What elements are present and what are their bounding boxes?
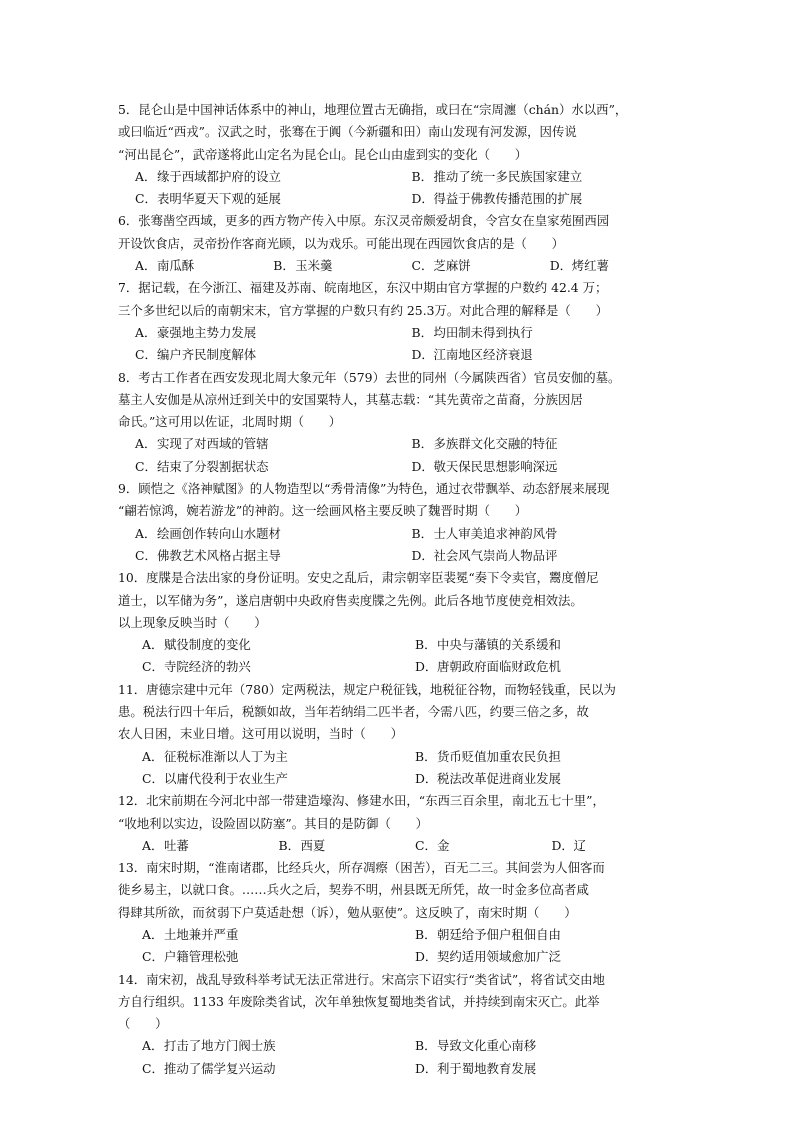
- answer-option: [142, 835, 279, 857]
- option-text: 表明华夏天下观的延展: [157, 191, 281, 207]
- option-row: [135, 255, 688, 277]
- option-letter: C．: [142, 1060, 164, 1076]
- option-letter: D．: [415, 659, 438, 675]
- option-letter: D．: [411, 458, 434, 474]
- option-text: 以庸代役利于农业生产: [164, 770, 288, 786]
- answer-options: [118, 835, 688, 857]
- option-letter: B．: [415, 926, 437, 942]
- stem-line: 农人日困，末业日增。这可用以说明，当时（ ）: [118, 726, 403, 742]
- option-text: 户籍管理松弛: [164, 949, 239, 965]
- option-row: [142, 924, 688, 946]
- option-text: 芝麻饼: [433, 258, 471, 274]
- answer-option: [415, 835, 552, 857]
- stem-line: 13．南宋时期，“淮南诸郡，比经兵火，所存凋瘵（困苦），百无二三。其间尝为人佃客而: [118, 860, 605, 876]
- stem-line: 7．据记载，在今浙江、福建及苏南、皖南地区，东汉中期由官方掌握的户数约 42.4 万；: [118, 280, 608, 296]
- stem-line: 以上现象反映当时（ ）: [118, 614, 267, 630]
- stem-line: 墓主人安伽是从凉州迁到关中的安国粟特人，其墓志载：“其先黄帝之苗裔，分族因居: [118, 391, 583, 407]
- answer-option: [415, 656, 688, 678]
- answer-option: [135, 322, 412, 344]
- option-letter: C．: [142, 770, 164, 786]
- option-row: [135, 523, 688, 545]
- option-letter: B．: [415, 748, 437, 764]
- option-letter: C．: [415, 837, 437, 853]
- option-text: 利于蜀地教育发展: [437, 1060, 537, 1076]
- answer-options: [118, 322, 688, 367]
- option-letter: A．: [135, 436, 157, 452]
- answer-option: [135, 255, 273, 277]
- stem-line: 三个多世纪以后的南朝宋末，官方掌握的户数只有约 25.3万。对此合理的解释是（ ）: [118, 302, 608, 318]
- stem-line: 患。税法行四十年后，税额如故，当年若纳绢二匹半者，今需八匹，约要三倍之多，故: [118, 704, 589, 720]
- answer-option: [412, 322, 689, 344]
- option-letter: A．: [142, 837, 164, 853]
- option-letter: D．: [411, 191, 434, 207]
- option-row: [142, 1035, 688, 1057]
- answer-option: [415, 768, 688, 790]
- option-text: 敬天保民思想影响深远: [433, 458, 558, 474]
- option-text: 推动了儒学复兴运动: [164, 1060, 276, 1076]
- answer-option: [412, 255, 550, 277]
- answer-options: [118, 523, 688, 568]
- answer-option: [142, 634, 415, 656]
- question-block: [118, 367, 688, 478]
- question-block: [118, 857, 688, 968]
- option-text: 契约适用领域愈加广泛: [437, 949, 561, 965]
- stem-line: 14．南宋初，战乱导致科举考试无法正常进行。宋高宗下诏实行“类省试”，将省试交由地: [118, 971, 605, 987]
- option-row: [142, 768, 688, 790]
- question-stem: [118, 790, 688, 835]
- answer-options: [118, 433, 688, 478]
- exam-page: [118, 99, 688, 1080]
- stem-line: 得肆其所欲，而贫弱下户莫适赴想（诉），勉从驱使”。这反映了，南宋时期（ ）: [118, 904, 577, 920]
- option-letter: D．: [549, 258, 573, 274]
- option-letter: A．: [135, 258, 157, 274]
- answer-option: [142, 1058, 415, 1080]
- option-row: [135, 344, 688, 366]
- option-text: 吐蕃: [164, 837, 189, 853]
- option-letter: C．: [142, 949, 164, 965]
- option-row: [135, 456, 688, 478]
- question-block: [118, 478, 688, 567]
- question-block: [118, 790, 688, 857]
- option-text: 玉米羹: [295, 258, 333, 274]
- stem-line: 12．北宋前期在今河北中部一带建造壕沟、修建水田，“东西三百余里，南北五七十里”，: [118, 793, 605, 809]
- option-text: 社会风气崇尚人物品评: [433, 547, 558, 563]
- option-row: [142, 835, 688, 857]
- option-letter: A．: [135, 525, 157, 541]
- question-block: [118, 679, 688, 790]
- stem-line: “翩若惊鸿，婉若游龙”的神韵。这一绘画风格主要反映了魏晋时期（ ）: [118, 503, 528, 519]
- stem-line: 命氏。”这可用以佐证，北周时期（ ）: [118, 414, 342, 430]
- question-stem: [118, 969, 688, 1036]
- option-row: [142, 746, 688, 768]
- option-letter: A．: [135, 324, 157, 340]
- answer-option: [415, 746, 688, 768]
- stem-line: 8．考古工作者在西安发现北周大象元年（579）去世的同州（今属陕西省）官员安伽的墓。: [118, 369, 621, 385]
- answer-option: [135, 344, 412, 366]
- stem-line: 徙乡易主，以就口食。……兵火之后，契券不明，州县既无所凭，故一时金多位高者咸: [118, 882, 589, 898]
- option-text: 朝廷给予佃户租佃自由: [437, 926, 561, 942]
- option-letter: D．: [415, 949, 438, 965]
- option-text: 货币贬值加重农民负担: [437, 748, 561, 764]
- option-text: 豪强地主势力发展: [157, 324, 257, 340]
- option-row: [135, 433, 688, 455]
- option-letter: A．: [135, 168, 157, 184]
- answer-option: [135, 523, 412, 545]
- option-letter: D．: [415, 1060, 438, 1076]
- stem-line: “河出昆仑”，武帝遂将此山定名为昆仑山。昆仑山由虚到实的变化（ ）: [118, 146, 528, 162]
- stem-line: 6．张骞凿空西域，更多的西方物产传入中原。东汉灵帝颇爱胡食，令宫女在皇家苑囿西园: [118, 213, 610, 229]
- answer-option: [142, 946, 415, 968]
- option-letter: D．: [551, 837, 574, 853]
- stem-line: 5．昆仑山是中国神话体系中的神山，地理位置古无确指，或曰在“宗周瀍（chán）水以西”，: [118, 102, 628, 117]
- option-text: 结束了分裂割据状态: [157, 458, 269, 474]
- stem-line: 10．度牒是合法出家的身份证明。安史之乱后，肃宗朝宰臣裴冕“奏下令卖官，鬻度僧尼: [118, 570, 599, 586]
- stem-line: 方自行组织。1133 年废除类省试，次年单独恢复蜀地类省试，并持续到南宋灭亡。此举: [118, 993, 600, 1009]
- option-letter: B．: [273, 258, 295, 274]
- answer-option: [135, 166, 412, 188]
- answer-option: [279, 835, 416, 857]
- answer-option: [412, 433, 689, 455]
- option-row: [135, 188, 688, 210]
- answer-option: [135, 188, 412, 210]
- answer-option: [415, 1058, 688, 1080]
- option-letter: B．: [278, 837, 300, 853]
- option-text: 江南地区经济衰退: [433, 347, 533, 363]
- answer-option: [412, 523, 689, 545]
- option-letter: A．: [142, 1038, 164, 1054]
- answer-option: [135, 433, 412, 455]
- option-row: [135, 545, 688, 567]
- option-letter: C．: [411, 258, 434, 274]
- option-text: 佛教艺术风格占据主导: [157, 547, 281, 563]
- question-block: [118, 210, 688, 277]
- question-block: [118, 99, 688, 210]
- stem-line: 开设饮食店，灵帝扮作客商光顾，以为戏乐。可能出现在西园饮食店的是（ ）: [118, 235, 565, 251]
- option-letter: B．: [411, 324, 433, 340]
- option-letter: C．: [135, 547, 157, 563]
- option-letter: B．: [415, 637, 437, 653]
- option-text: 辽: [573, 837, 586, 853]
- option-letter: A．: [142, 748, 164, 764]
- option-letter: C．: [135, 191, 157, 207]
- answer-option: [412, 188, 689, 210]
- option-text: 得益于佛教传播范围的扩展: [433, 191, 583, 207]
- answer-options: [118, 634, 688, 679]
- option-text: 南瓜酥: [157, 258, 195, 274]
- answer-option: [142, 1035, 415, 1057]
- option-text: 烤红薯: [571, 258, 609, 274]
- option-text: 导致文化重心南移: [437, 1038, 537, 1054]
- question-stem: [118, 679, 688, 746]
- answer-option: [142, 768, 415, 790]
- option-letter: C．: [135, 458, 157, 474]
- option-letter: C．: [135, 347, 157, 363]
- question-block: [118, 277, 688, 366]
- option-letter: B．: [415, 1038, 437, 1054]
- answer-option: [415, 924, 688, 946]
- option-text: 寺院经济的勃兴: [164, 659, 251, 675]
- stem-line: “收地利以实边，设险固以防塞”。其目的是防御（ ）: [118, 815, 429, 831]
- option-text: 西夏: [300, 837, 326, 853]
- option-row: [135, 322, 688, 344]
- answer-option: [550, 255, 688, 277]
- answer-option: [415, 634, 688, 656]
- option-text: 征税标准渐以人丁为主: [164, 748, 288, 764]
- option-row: [135, 166, 688, 188]
- answer-option: [415, 946, 688, 968]
- answer-option: [412, 344, 689, 366]
- answer-options: [118, 746, 688, 791]
- option-letter: D．: [415, 770, 438, 786]
- answer-option: [142, 924, 415, 946]
- option-letter: A．: [142, 637, 164, 653]
- question-stem: [118, 210, 688, 255]
- question-stem: [118, 478, 688, 523]
- option-text: 中央与藩镇的关系缓和: [437, 637, 561, 653]
- answer-options: [118, 1035, 688, 1080]
- question-stem: [118, 277, 688, 322]
- option-text: 编户齐民制度解体: [157, 347, 257, 363]
- answer-option: [135, 545, 412, 567]
- answer-options: [118, 166, 688, 211]
- option-letter: B．: [411, 436, 433, 452]
- answer-options: [118, 255, 688, 277]
- option-text: 多族群文化交融的特征: [433, 436, 558, 452]
- option-letter: B．: [411, 525, 433, 541]
- answer-option: [135, 456, 412, 478]
- option-text: 绘画创作转向山水题材: [157, 525, 281, 541]
- stem-line: 道士，以军储为务”，遂启唐朝中央政府售卖度牒之先例。此后各地节度使竞相效法。: [118, 592, 583, 608]
- option-text: 推动了统一多民族国家建立: [433, 168, 583, 184]
- option-text: 金: [437, 837, 450, 853]
- option-letter: B．: [411, 168, 433, 184]
- option-row: [142, 634, 688, 656]
- stem-line: 11．唐德宗建中元年（780）定两税法，规定户税征钱，地税征谷物，而物轻钱重，民以为: [118, 681, 616, 697]
- option-text: 均田制未得到执行: [433, 324, 533, 340]
- answer-option: [142, 656, 415, 678]
- stem-line: 或曰临近“西戎”。汉武之时，张骞在于阗（今新疆和田）南山发现有河发源，因传说: [118, 124, 577, 140]
- answer-option: [142, 746, 415, 768]
- stem-line: 9．顾恺之《洛神赋图》的人物造型以“秀骨清像”为特色，通过衣带飘举、动态舒展来展现: [118, 481, 610, 497]
- option-text: 土地兼并严重: [164, 926, 239, 942]
- option-letter: C．: [142, 659, 164, 675]
- option-row: [142, 946, 688, 968]
- option-text: 打击了地方门阀士族: [164, 1038, 276, 1054]
- option-text: 唐朝政府面临财政危机: [437, 659, 561, 675]
- answer-option: [412, 456, 689, 478]
- answer-option: [412, 166, 689, 188]
- option-letter: D．: [411, 347, 434, 363]
- question-stem: [118, 99, 688, 166]
- question-block: [118, 567, 688, 678]
- answer-option: [552, 835, 689, 857]
- option-text: 士人审美追求神韵风骨: [433, 525, 558, 541]
- option-row: [142, 1058, 688, 1080]
- option-text: 赋役制度的变化: [164, 637, 251, 653]
- question-stem: [118, 367, 688, 434]
- option-text: 缘于西域都护府的设立: [157, 168, 281, 184]
- option-letter: D．: [411, 547, 434, 563]
- answer-options: [118, 924, 688, 969]
- question-stem: [118, 857, 688, 924]
- answer-option: [273, 255, 411, 277]
- answer-option: [412, 545, 689, 567]
- stem-line: （ ）: [118, 1016, 168, 1032]
- question-stem: [118, 567, 688, 634]
- option-row: [142, 656, 688, 678]
- option-letter: A．: [142, 926, 164, 942]
- question-block: [118, 969, 688, 1080]
- option-text: 实现了对西域的管辖: [157, 436, 269, 452]
- answer-option: [415, 1035, 688, 1057]
- option-text: 税法改革促进商业发展: [437, 770, 561, 786]
